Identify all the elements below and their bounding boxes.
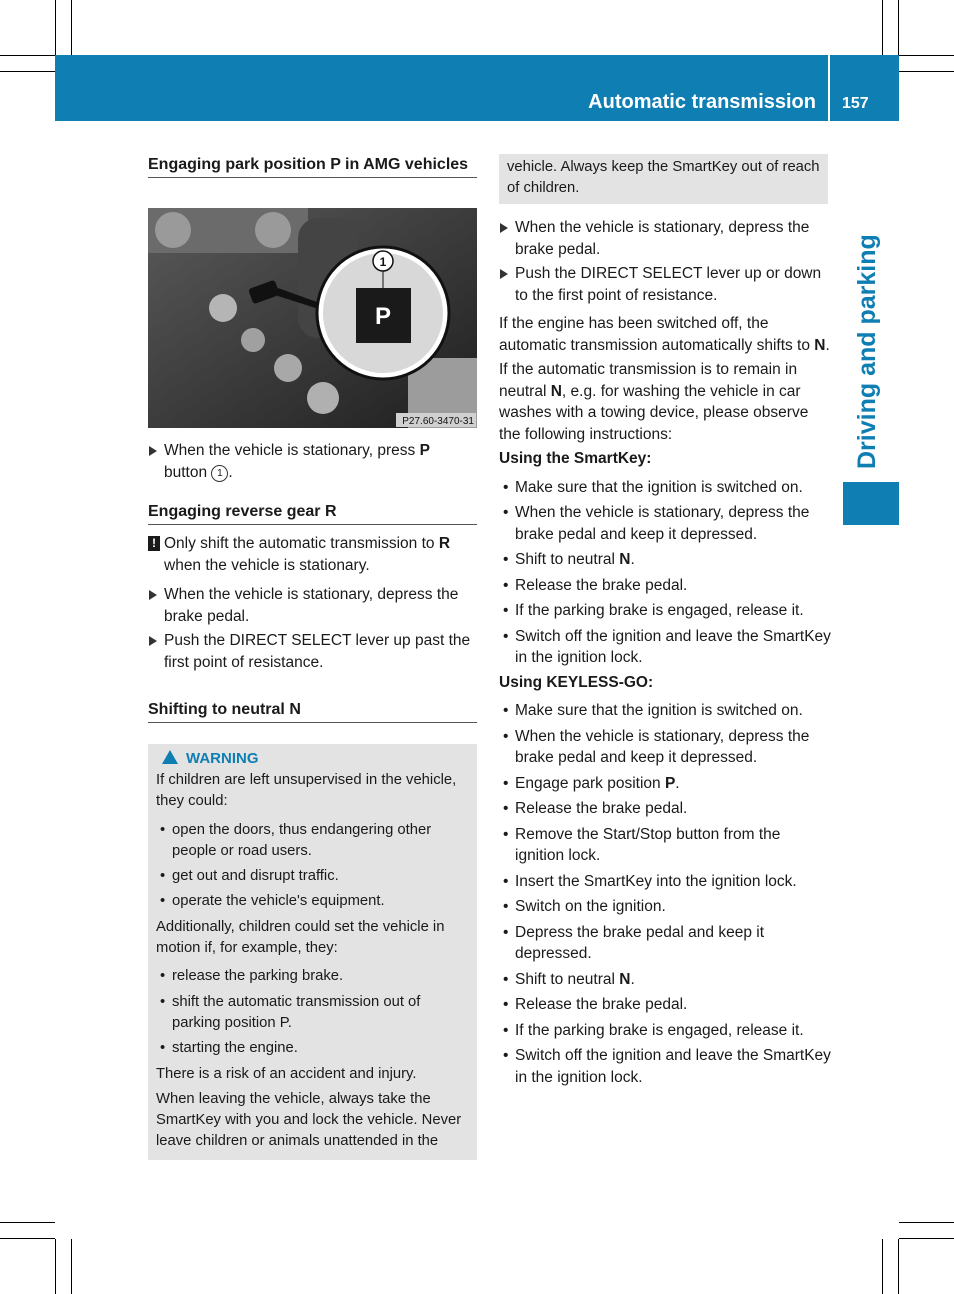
- list-item: • Make sure that the ignition is switched on.: [499, 700, 831, 722]
- list-item: • Shift to neutral N.: [499, 549, 831, 571]
- list-item: • Make sure that the ignition is switched on.: [499, 477, 831, 499]
- note-reverse: ! Only shift the automatic transmission to R when the vehicle is stationary.: [148, 533, 477, 576]
- warning-intro: If children are left unsupervised in the vehicle, they could:: [156, 772, 457, 810]
- warning-list-2: [156, 966, 469, 1059]
- crop-mark: [898, 1239, 899, 1294]
- crop-mark: [55, 1239, 56, 1294]
- crop-mark: [71, 1239, 72, 1294]
- step-depress-brake-2: When the vehicle is stationary, depress the brake pedal.: [499, 217, 831, 260]
- crop-mark: [899, 1222, 954, 1223]
- list-item: • Shift to neutral N.: [499, 969, 831, 991]
- heading-smartkey: Using the SmartKey:: [499, 450, 652, 467]
- side-tab-block: [843, 482, 899, 525]
- exclamation-icon: !: [148, 536, 160, 551]
- list-item: • release the parking brake.: [156, 966, 469, 987]
- crop-mark: [899, 1238, 954, 1239]
- step-push-lever-2: Push the DIRECT SELECT lever up or down to the first point of resistance.: [499, 263, 831, 306]
- crop-mark: [0, 1238, 55, 1239]
- crop-mark: [0, 1222, 55, 1223]
- para-engine-off: If the engine has been switched off, the automatic transmission automatically shifts to N.: [499, 315, 830, 354]
- list-item: • Depress the brake pedal and keep it depressed.: [499, 922, 831, 965]
- step-push-lever: Push the DIRECT SELECT lever up past the first point of resistance.: [148, 630, 477, 673]
- header-bar: [55, 55, 828, 121]
- list-item: • get out and disrupt traffic.: [156, 866, 469, 887]
- crop-mark: [71, 0, 72, 55]
- list-item: • Engage park position P.: [499, 773, 831, 795]
- list-item: • If the parking brake is engaged, release it.: [499, 600, 831, 622]
- keyless-list: [499, 700, 831, 1088]
- figure-code: P27.60-3470-31: [402, 416, 474, 427]
- crop-mark: [0, 55, 55, 56]
- list-item: • When the vehicle is stationary, depress the brake pedal and keep it depressed.: [499, 502, 831, 545]
- list-item: • Insert the SmartKey into the ignition lock.: [499, 871, 831, 893]
- list-item: • Switch on the ignition.: [499, 896, 831, 918]
- warning-leave: When leaving the vehicle, always take the SmartKey with you and lock the vehicle. Never leave children or animals unattended in the: [156, 1090, 462, 1150]
- list-item: • When the vehicle is stationary, depress the brake pedal and keep it depressed.: [499, 726, 831, 769]
- heading-neutral: Shifting to neutral N: [148, 699, 477, 723]
- list-item: • Remove the Start/Stop button from the ignition lock.: [499, 824, 831, 867]
- heading-keyless: Using KEYLESS-GO:: [499, 673, 654, 691]
- console-illustration: [148, 208, 477, 428]
- warning-continued-text: vehicle. Always keep the SmartKey out of reach of children.: [507, 159, 820, 197]
- list-item: • shift the automatic transmission out of parking position P.: [156, 992, 469, 1035]
- step-press-p: When the vehicle is stationary, press P button 1 .: [148, 440, 477, 483]
- warning-triangle-icon: [162, 750, 178, 764]
- figure-callout: 1: [379, 255, 387, 269]
- crop-mark: [55, 0, 56, 55]
- warning-header: WARNING: [156, 748, 469, 770]
- section-title: Automatic transmission: [588, 91, 816, 113]
- crop-mark: [899, 55, 954, 56]
- warning-box-continued: [499, 154, 828, 204]
- list-item: • Release the brake pedal.: [499, 575, 831, 597]
- warning-risk: There is a risk of an accident and injury.: [156, 1065, 417, 1082]
- left-column-body: [148, 440, 477, 723]
- heading-reverse-gear: Engaging reverse gear R: [148, 501, 477, 525]
- figure-console-photo: [148, 208, 477, 428]
- list-item: • Release the brake pedal.: [499, 798, 831, 820]
- callout-circle: 1: [211, 465, 228, 482]
- list-item: • Switch off the ignition and leave the SmartKey in the ignition lock.: [499, 626, 831, 669]
- crop-mark: [0, 71, 55, 72]
- list-item: • Release the brake pedal.: [499, 994, 831, 1016]
- page-number-box: [830, 55, 899, 121]
- list-item: • starting the engine.: [156, 1038, 469, 1059]
- warning-list-1: [156, 820, 469, 913]
- crop-mark: [882, 0, 883, 55]
- side-tab-label: Driving and parking: [853, 234, 881, 469]
- left-column: [148, 154, 477, 178]
- list-item: • operate the vehicle's equipment.: [156, 891, 469, 912]
- crop-mark: [899, 71, 954, 72]
- heading-park-position: Engaging park position P in AMG vehicles: [148, 154, 477, 178]
- crop-mark: [898, 0, 899, 55]
- crop-mark: [882, 1239, 883, 1294]
- step-depress-brake: When the vehicle is stationary, depress the brake pedal.: [148, 584, 477, 627]
- list-item: • open the doors, thus endangering other people or road users.: [156, 820, 469, 863]
- p-button-label: P: [374, 303, 392, 330]
- smartkey-list: [499, 477, 831, 669]
- right-column: [499, 217, 831, 1088]
- list-item: • If the parking brake is engaged, release it.: [499, 1020, 831, 1042]
- warning-mid: Additionally, children could set the vehicle in motion if, for example, they:: [156, 918, 445, 957]
- warning-box: [148, 744, 477, 1160]
- page-number: 157: [842, 95, 869, 112]
- list-item: • Switch off the ignition and leave the SmartKey in the ignition lock.: [499, 1045, 831, 1088]
- para-remain-neutral: If the automatic transmission is to remain in neutral N, e.g. for washing the vehicle in car washes with a towing device, please observe the following instructions:: [499, 361, 809, 443]
